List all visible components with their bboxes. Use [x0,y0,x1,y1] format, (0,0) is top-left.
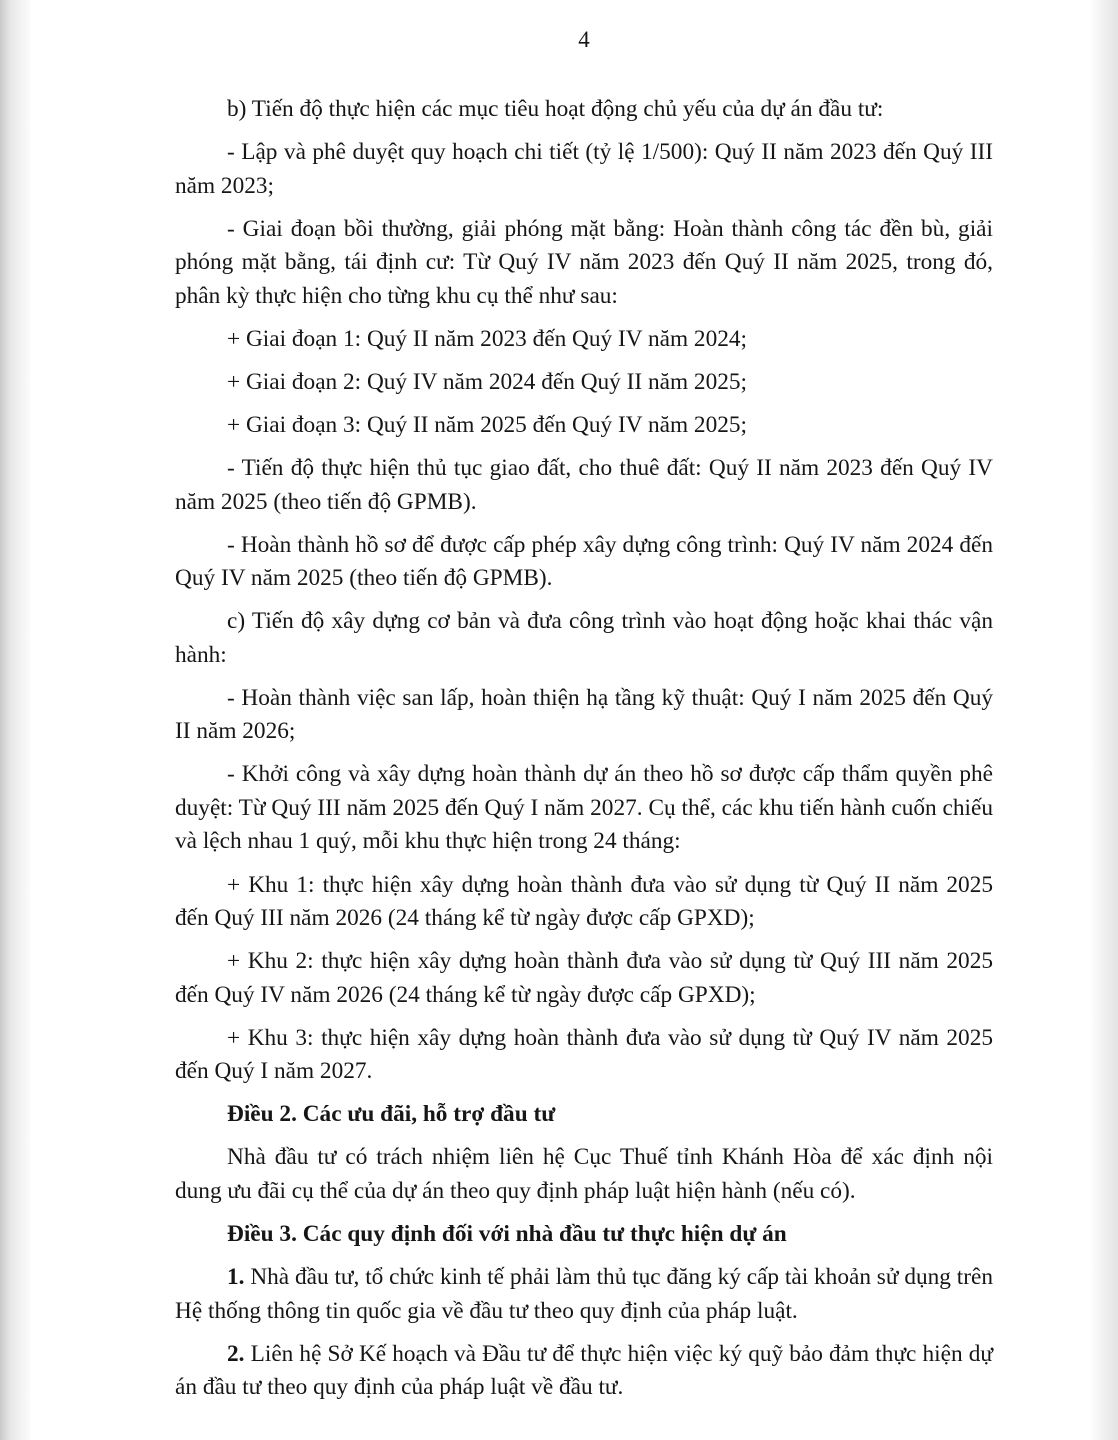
article-3-heading: Điều 3. Các quy định đối với nhà đầu tư thực hiện dự án [227,1221,787,1247]
page-number: 4 [578,27,590,52]
article-2-text: Nhà đầu tư có trách nhiệm liên hệ Cục Thuế tỉnh Khánh Hòa để xác định nội dung ưu đãi cụ thể của dự án theo quy định pháp luật hiện hành (nếu có). [175,1144,993,1204]
item-text: Liên hệ Sở Kế hoạch và Đầu tư để thực hiện việc ký quỹ bảo đảm thực hiện dự án đầu tư theo quy định của pháp luật về đầu tư. [175,1340,993,1401]
paragraph-phase-1: + Giai đoạn 1: Quý II năm 2023 đến Quý IV năm 2024; [227,325,747,352]
paragraph-construction-permit: - Hoàn thành hồ sơ để được cấp phép xây dựng công trình: Quý IV năm 2024 đến Quý IV năm 2025 (theo tiến độ GPMB). [175,531,993,592]
paragraph-infrastructure: - Hoàn thành việc san lấp, hoàn thiện hạ tầng kỹ thuật: Quý I năm 2025 đến Quý II năm 2026; [175,684,993,745]
page-right-shadow [1090,0,1118,1440]
paragraph-b-heading: b) Tiến độ thực hiện các mục tiêu hoạt động chủ yếu của dự án đầu tư: [227,96,884,122]
item-number: 1. [227,1264,245,1291]
article-3-item-2 [175,1338,993,1405]
document-page [175,24,993,1414]
article-3-item-1 [175,1261,993,1328]
paragraph-planning: - Lập và phê duyệt quy hoạch chi tiết (tỷ lệ 1/500): Quý II năm 2023 đến Quý III năm 2023; [175,139,993,199]
paragraph-zone-2: + Khu 2: thực hiện xây dựng hoàn thành đưa vào sử dụng từ Quý III năm 2025 đến Quý IV năm 2026 (24 tháng kể từ ngày được cấp GPXD); [175,948,993,1008]
paragraph-c-heading: c) Tiến độ xây dựng cơ bản và đưa công trình vào hoạt động hoặc khai thác vận hành: [175,608,993,668]
paragraph-land-allocation: - Tiến độ thực hiện thủ tục giao đất, cho thuê đất: Quý II năm 2023 đến Quý IV năm 2025 (theo tiến độ GPMB). [175,455,993,515]
paragraph-phase-2: + Giai đoạn 2: Quý IV năm 2024 đến Quý II năm 2025; [227,368,747,395]
paragraph-compensation: - Giai đoạn bồi thường, giải phóng mặt bằng: Hoàn thành công tác đền bù, giải phóng mặt bằng, tái định cư: Từ Quý IV năm 2023 đến Quý II năm 2025, trong đó, phân kỳ thực hiện cho từng khu cụ thể như sau: [175,215,993,309]
paragraph-zone-1: + Khu 1: thực hiện xây dựng hoàn thành đưa vào sử dụng từ Quý II năm 2025 đến Quý III năm 2026 (24 tháng kể từ ngày được cấp GPXD); [175,871,993,932]
item-number: 2. [227,1340,245,1367]
article-2-heading: Điều 2. Các ưu đãi, hỗ trợ đầu tư [227,1101,556,1128]
page-left-shadow [0,0,30,1440]
paragraph-construction: - Khởi công và xây dựng hoàn thành dự án theo hồ sơ được cấp thẩm quyền phê duyệt: Từ Quý III năm 2025 đến Quý I năm 2027. Cụ thể, các khu tiến hành cuốn chiếu và lệch nhau 1 quý, mỗi khu thực hiện trong 24 tháng: [175,761,993,855]
paragraph-phase-3: + Giai đoạn 3: Quý II năm 2025 đến Quý IV năm 2025; [227,411,747,438]
item-text: Nhà đầu tư, tổ chức kinh tế phải làm thủ tục đăng ký cấp tài khoản sử dụng trên Hệ thống thông tin quốc gia về đầu tư theo quy định của pháp luật. [175,1264,993,1324]
paragraph-zone-3: + Khu 3: thực hiện xây dựng hoàn thành đưa vào sử dụng từ Quý IV năm 2025 đến Quý I năm 2027. [175,1024,993,1085]
